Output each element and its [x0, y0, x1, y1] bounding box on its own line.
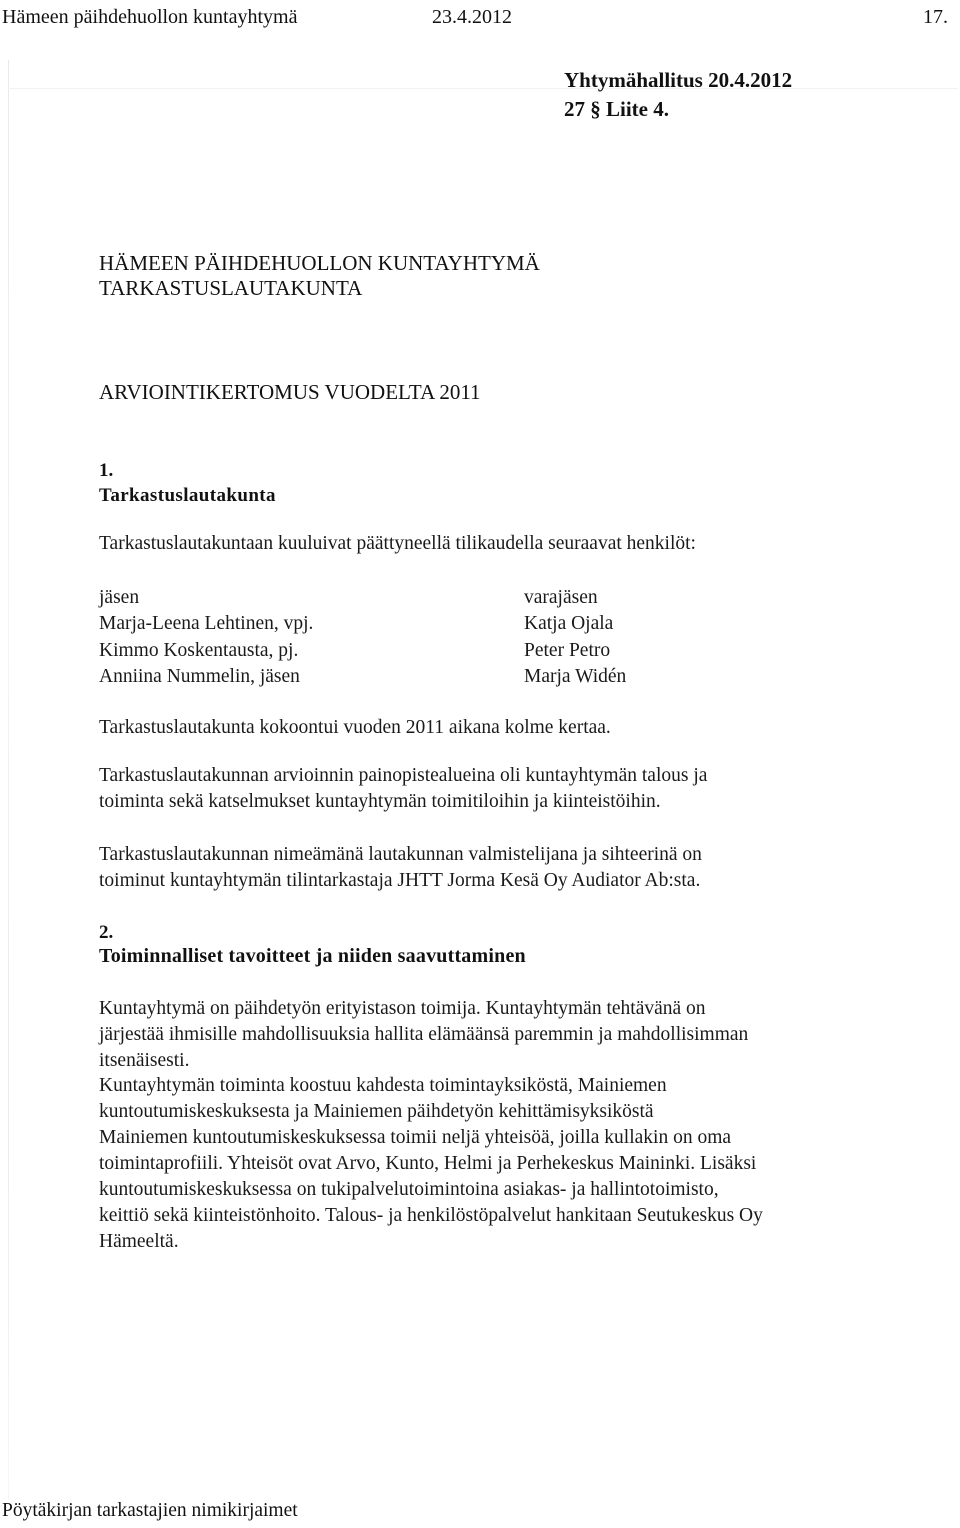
members-list: [99, 585, 313, 690]
page-number: 17.: [923, 6, 948, 28]
scan-edge-line: [8, 60, 9, 1500]
document-title: ARVIOINTIKERTOMUS VUODELTA 2011: [99, 380, 481, 404]
paragraph-line: Tarkastuslautakunta kokoontui vuoden 2011 aikana kolme kertaa.: [99, 717, 611, 738]
section1-intro: [99, 531, 889, 557]
member-item: Marja-Leena Lehtinen, vpj.: [99, 613, 314, 635]
section1-paragraph-secretary: [99, 842, 889, 894]
paragraph-line: kuntoutumiskeskuksesta ja Mainiemen päihdetyön kehittämisyksiköstä: [99, 1101, 654, 1122]
deputy-item: Katja Ojala: [524, 613, 614, 635]
paragraph-line: Tarkastuslautakunnan nimeämänä lautakunnan valmistelijana ja sihteerinä on: [99, 844, 702, 865]
paragraph-line: Kuntayhtymä on päihdetyön erityistason toimija. Kuntayhtymän tehtävänä on: [99, 998, 706, 1019]
members-header: jäsen: [99, 587, 140, 608]
header-date: 23.4.2012: [432, 6, 512, 28]
section1-paragraph-meetings: [99, 715, 889, 741]
organization-unit: TARKASTUSLAUTAKUNTA: [99, 276, 363, 300]
paragraph-line: itsenäisesti.: [99, 1050, 190, 1071]
reference-appendix: 27 § Liite 4.: [564, 97, 669, 121]
paragraph-line: Kuntayhtymän toiminta koostuu kahdesta toimintayksiköstä, Mainiemen: [99, 1075, 667, 1096]
paragraph-line: toiminut kuntayhtymän tilintarkastaja JHTT Jorma Kesä Oy Audiator Ab:sta.: [99, 870, 701, 891]
paragraph-line: järjestää ihmisille mahdollisuuksia hallita elämäänsä paremmin ja mahdollisimman: [99, 1024, 749, 1045]
paragraph-line: Mainiemen kuntoutumiskeskuksessa toimii neljä yhteisöä, joilla kullakin on oma: [99, 1127, 732, 1148]
footer-initials-label: Pöytäkirjan tarkastajien nimikirjaimet: [2, 1500, 298, 1521]
member-item: Kimmo Koskentausta, pj.: [99, 639, 299, 661]
deputy-item: Peter Petro: [524, 639, 611, 661]
header-organization: Hämeen päihdehuollon kuntayhtymä: [2, 6, 298, 28]
section2-title: Toiminnalliset tavoitteet ja niiden saavuttaminen: [99, 945, 526, 967]
section2-paragraph-units: [99, 1073, 889, 1255]
section1-number: 1.: [99, 460, 114, 481]
deputies-header: varajäsen: [524, 587, 598, 608]
section1-title: Tarkastuslautakunta: [99, 485, 276, 506]
paragraph-line: toimintaprofiili. Yhteisöt ovat Arvo, Kunto, Helmi ja Perhekeskus Maininki. Lisäksi: [99, 1153, 757, 1174]
organization-name: HÄMEEN PÄIHDEHUOLLON KUNTAYHTYMÄ: [99, 251, 540, 275]
paragraph-line: toiminta sekä katselmukset kuntayhtymän toimitiloihin ja kiinteistöihin.: [99, 791, 661, 812]
reference-meeting: Yhtymähallitus 20.4.2012: [564, 68, 793, 92]
paragraph-line: keittiö sekä kiinteistönhoito. Talous- ja henkilöstöpalvelut hankitaan Seutukeskus Oy: [99, 1205, 763, 1226]
scan-top-line: [8, 88, 958, 89]
section2-number: 2.: [99, 922, 114, 943]
section1-paragraph-focus: [99, 763, 889, 815]
paragraph-line: Hämeeltä.: [99, 1231, 179, 1252]
section1-intro-text: Tarkastuslautakuntaan kuuluivat päättyneellä tilikaudella seuraavat henkilöt:: [99, 533, 696, 554]
deputy-item: Marja Widén: [524, 665, 627, 687]
paragraph-line: kuntoutumiskeskuksessa on tukipalvelutoimintoina asiakas- ja hallintotoimisto,: [99, 1179, 719, 1200]
section2-paragraph-role: [99, 996, 889, 1074]
member-item: Anniina Nummelin, jäsen: [99, 665, 300, 687]
paragraph-line: Tarkastuslautakunnan arvioinnin painopistealueina oli kuntayhtymän talous ja: [99, 765, 708, 786]
deputies-list: [524, 585, 626, 690]
